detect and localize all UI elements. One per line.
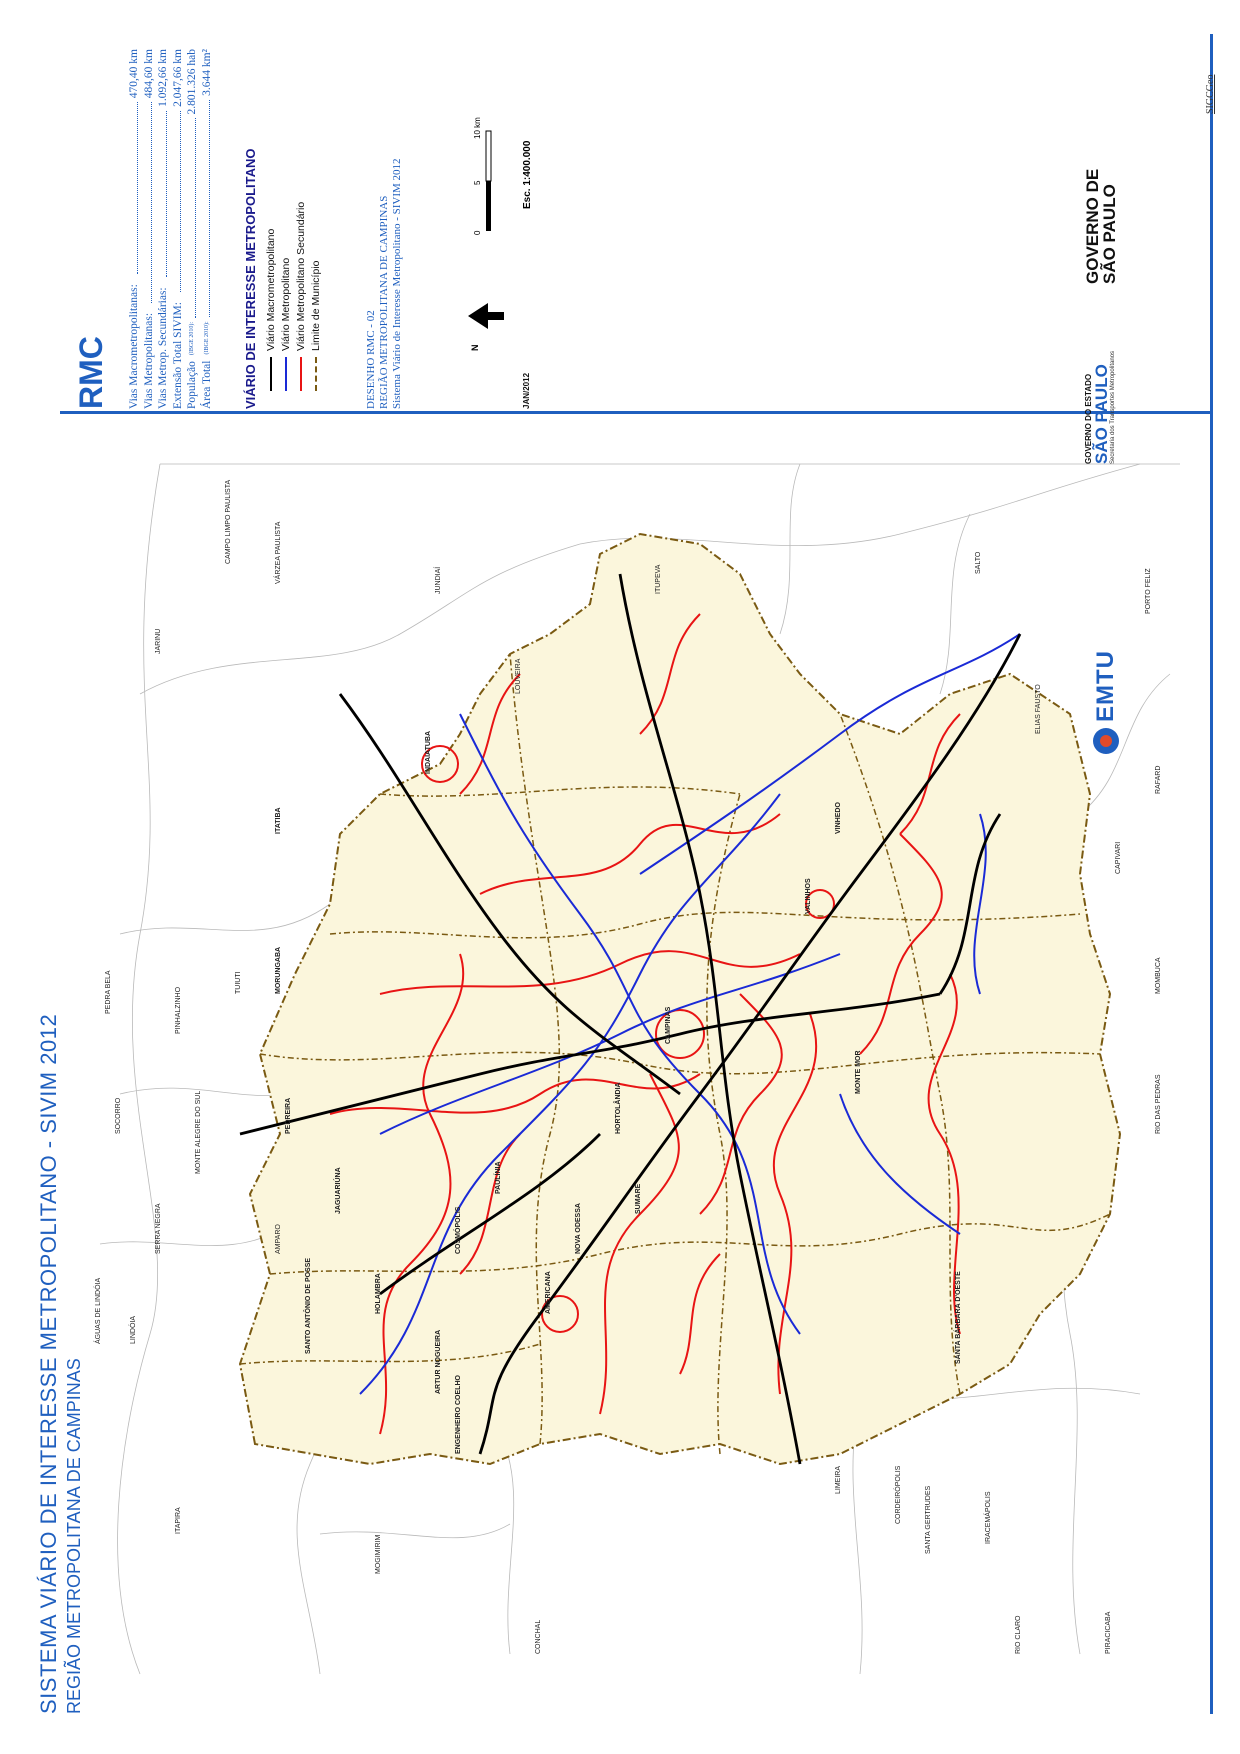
label-cordeiropolis: CORDEIRÓPOLIS — [895, 1465, 902, 1524]
stat-leader — [185, 118, 196, 317]
panel-rule — [60, 411, 1210, 414]
top-rule — [1210, 34, 1213, 1714]
rmc-area — [240, 534, 1120, 1464]
note-line: REGIÃO METROPOLITANA DE CAMPINAS — [378, 195, 390, 409]
sigc-mark: SIGCGeo — [1205, 74, 1216, 114]
label-amparo: AMPARO — [275, 1224, 282, 1254]
gov-secretaria-text: Secretaria dos Transportes Metropolitanos — [1110, 350, 1116, 464]
gov2-bottom-text: SÃO PAULO — [1100, 184, 1119, 284]
stat-value: 1.092,66 km — [157, 49, 169, 107]
label-jaguariuna: JAGUARIÚNA — [335, 1167, 342, 1214]
legend-label: Viário Metropolitano — [279, 257, 292, 351]
label-itupeva: ITUPEVA — [655, 564, 662, 594]
stat-label: Área Total — [200, 360, 213, 409]
label-serra-negra: SERRA NEGRA — [155, 1203, 162, 1254]
label-tuiuti: TUIUTI — [235, 971, 242, 994]
stat-source: (IBGE 2010): — [203, 321, 210, 355]
label-varzea-paulista: VÁRZEA PAULISTA — [275, 521, 282, 584]
scale-text: Esc. 1:400.000 — [522, 140, 533, 209]
label-rafard: RAFARD — [1155, 765, 1162, 794]
scale-tick: 5 — [473, 180, 482, 185]
label-pedreira: PEDREIRA — [285, 1097, 292, 1134]
legend-label: Viário Macrometropolitano — [264, 228, 277, 351]
label-jarinu: JARINU — [155, 628, 162, 654]
label-limeira: LIMEIRA — [835, 1465, 842, 1494]
label-santa-barbara: SANTA BÁRBARA D'OESTE — [955, 1271, 962, 1364]
label-piracicaba: PIRACICABA — [1105, 1611, 1112, 1654]
stat-source: (IBGE 2010): — [189, 321, 195, 356]
label-socorro: SOCORRO — [115, 1097, 122, 1134]
scale-tick: 0 — [473, 230, 482, 235]
label-monte-alegre: MONTE ALEGRE DO SUL — [195, 1090, 202, 1174]
label-mombuca: MOMBUCA — [1155, 957, 1162, 994]
page-subtitle: REGIÃO METROPOLITANA DE CAMPINAS — [64, 1358, 84, 1714]
legend-title: VIÁRIO DE INTERESSE METROPOLITANO — [243, 148, 258, 409]
legend-swatch — [285, 357, 287, 391]
label-elias-fausto: ELIAS FAUSTO — [1035, 684, 1042, 734]
label-pedra-bela: PEDRA BELA — [105, 970, 112, 1014]
boundary-line — [118, 464, 160, 1674]
label-morungaba: MORUNGABA — [275, 946, 282, 994]
stat-leader — [200, 100, 211, 317]
label-monte-mor: MONTE MOR — [855, 1050, 862, 1094]
label-conchal: CONCHAL — [535, 1619, 542, 1654]
legend-label: Viário Metropolitano Secundário — [294, 201, 307, 351]
label-santo-antonio: SANTO ANTÔNIO DE POSSE — [305, 1257, 312, 1354]
note-line: Sistema Viário de Interesse Metropolitano - SIVIM 2012 — [391, 158, 403, 409]
legend-swatch — [270, 357, 272, 391]
boundary-line — [120, 904, 330, 934]
label-rio-das-pedras: RIO DAS PEDRAS — [1155, 1074, 1162, 1134]
legend — [263, 202, 323, 391]
stat-leader — [171, 111, 182, 292]
gov-secretaria-logo — [1084, 351, 1116, 464]
label-nova-odessa: NOVA ODESSA — [575, 1203, 582, 1254]
label-mogimirim: MOGIMIRIM — [375, 1534, 382, 1574]
stats-table — [127, 49, 214, 409]
stat-row — [185, 49, 200, 409]
boundary-line — [580, 464, 1140, 546]
label-artur-nogueira: ARTUR NOGUEIRA — [435, 1329, 442, 1394]
legend-swatch — [300, 357, 302, 391]
label-engenheiro-coelho: ENGENHEIRO COELHO — [455, 1375, 462, 1454]
label-salto: SALTO — [975, 551, 982, 574]
label-cosmopolis: COSMÓPOLIS — [455, 1206, 462, 1254]
label-santa-gertrudes: SANTA GERTRUDES — [925, 1485, 932, 1554]
emtu-logo — [1092, 650, 1120, 754]
label-louveira: LOUVEIRA — [515, 658, 522, 694]
emtu-symbol-icon — [1093, 728, 1119, 754]
stat-leader — [156, 111, 167, 278]
panel-heading: RMC — [73, 336, 109, 409]
stat-leader — [142, 102, 153, 303]
legend-item-metro — [278, 202, 293, 391]
page-title: SISTEMA VIÁRIO DE INTERESSE METROPOLITANO - SIVIM 2012 — [36, 1013, 61, 1714]
stat-row — [171, 49, 186, 409]
boundary-line — [780, 464, 800, 634]
stat-label: Vias Metropolitanas: — [142, 312, 155, 409]
gov2-top-text: GOVERNO DE — [1083, 168, 1102, 284]
boundary-line — [940, 514, 970, 694]
legend-label: Limite de Município — [309, 260, 322, 351]
label-lindoia: LINDÓIA — [130, 1315, 137, 1344]
label-vinhedo: VINHEDO — [835, 802, 842, 834]
stat-value: 470,40 km — [128, 49, 140, 99]
scale-block — [460, 49, 550, 409]
label-paulinia: PAULÍNIA — [495, 1161, 502, 1194]
stat-row — [127, 49, 142, 409]
label-campo-limpo: CAMPO LIMPO PAULISTA — [225, 479, 232, 564]
label-holambra: HOLAMBRA — [375, 1273, 382, 1314]
label-porto-feliz: PORTO FELIZ — [1145, 568, 1152, 614]
info-panel — [75, 49, 1075, 409]
stat-leader — [127, 102, 138, 274]
stat-value: 3.644 km² — [200, 49, 213, 96]
label-campinas: CAMPINAS — [665, 1006, 672, 1044]
north-arrow-icon — [466, 301, 506, 331]
logo-strip — [1080, 34, 1160, 754]
north-label: N — [470, 344, 480, 351]
label-aguas-de-lindoia: ÁGUAS DE LINDÓIA — [95, 1277, 102, 1344]
stat-value: 2.047,66 km — [171, 49, 184, 107]
note-line: DESENHO RMC - 02 — [365, 310, 377, 409]
stat-label: Vias Macrometropolitanas: — [128, 284, 140, 409]
gov-sp-text: SÃO PAULO — [1092, 364, 1111, 464]
scale-tick: 10 km — [473, 117, 482, 139]
legend-item-macro — [263, 202, 278, 391]
gov-sp-logo — [1084, 169, 1118, 284]
label-iracemapolis: IRACEMÁPOLIS — [985, 1491, 992, 1544]
label-itatiba: ITATIBA — [275, 807, 282, 834]
drawing-notes — [365, 158, 404, 409]
label-pinhalzinho: PINHALZINHO — [175, 986, 182, 1034]
stat-value: 484,60 km — [142, 49, 155, 99]
scale-bar — [466, 91, 506, 241]
label-americana: AMERICANA — [545, 1271, 552, 1314]
label-jundiai: JUNDIAÍ — [435, 566, 442, 594]
label-itapira: ITAPIRA — [175, 1507, 182, 1534]
label-rio-claro: RIO CLARO — [1015, 1615, 1022, 1654]
legend-item-secundario — [293, 202, 308, 391]
gov-small-text: GOVERNO DO ESTADO — [1084, 373, 1093, 464]
stat-row — [156, 49, 171, 409]
stat-value: 2.801.326 hab — [186, 49, 198, 115]
label-valinhos: VALINHOS — [805, 878, 812, 914]
stat-label: Extensão Total SIVIM: — [171, 302, 184, 409]
emtu-wordmark: EMTU — [1092, 650, 1119, 722]
legend-item-limite — [308, 202, 323, 391]
label-sumare: SUMARÉ — [635, 1183, 642, 1214]
stat-label: População — [186, 361, 198, 409]
region-map — [80, 424, 1200, 1694]
stat-row — [142, 49, 157, 409]
stat-label: Vias Metrop. Secundárias: — [157, 287, 169, 409]
date-label: JAN/2012 — [522, 372, 531, 409]
legend-swatch — [315, 357, 317, 391]
label-indaiatuba: INDAIATUBA — [425, 730, 432, 774]
stat-row — [200, 49, 215, 409]
label-capivari: CAPIVARI — [1115, 841, 1122, 874]
label-hortolandia: HORTOLÂNDIA — [615, 1082, 622, 1134]
boundary-line — [320, 1524, 510, 1538]
